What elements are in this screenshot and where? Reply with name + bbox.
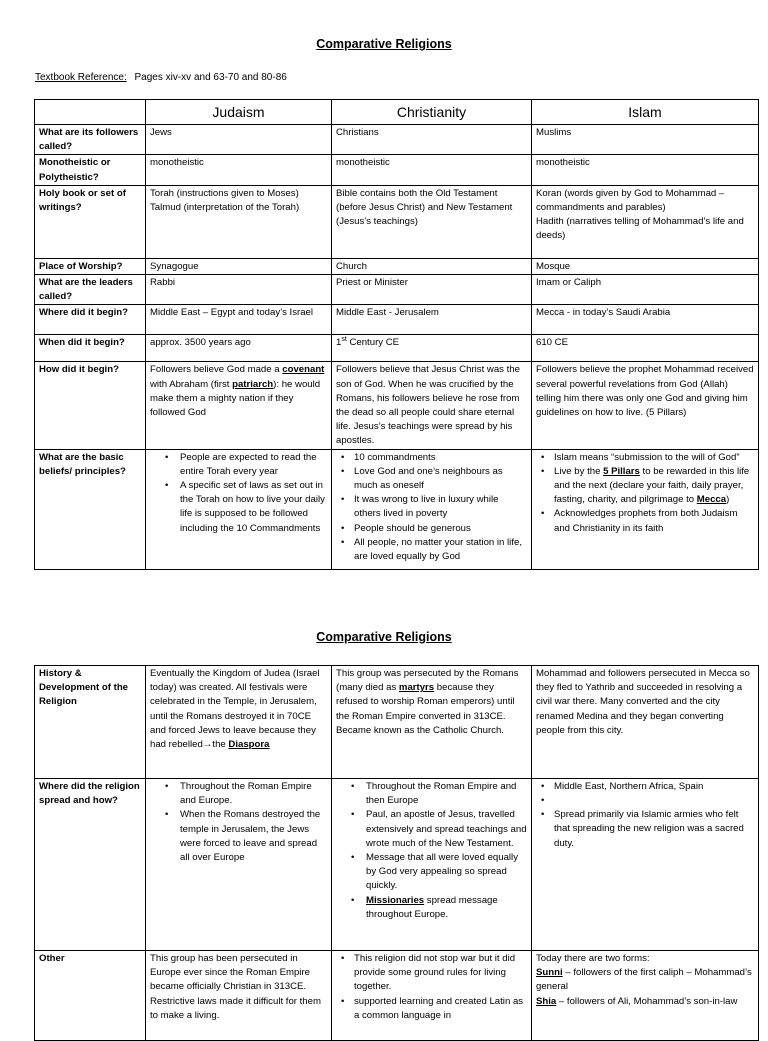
page-title-2: Comparative Religions	[316, 630, 452, 644]
term-shia: Shia	[536, 995, 557, 1007]
text-run: because they refused to worship Roman emperors) until the Roman Empire converted in 313CE. Became known as the Catholic Church.	[336, 682, 515, 736]
row-question: What are the basic beliefs/ principles?	[35, 449, 146, 569]
book-line: Koran (words given by God to Mohammad – commandments and parables)	[536, 187, 725, 214]
cell-judaism	[146, 779, 332, 951]
other-list	[336, 952, 527, 1023]
cell-islam	[532, 951, 759, 1041]
row-question: Where did it begin?	[35, 305, 146, 335]
header-judaism: Judaism	[146, 100, 332, 125]
book-line: Hadith (narratives telling of Mohammad’s life and deeds)	[536, 216, 744, 242]
table-row	[35, 335, 759, 362]
cell-islam	[532, 779, 759, 951]
cell-islam: Mosque	[532, 258, 759, 274]
text-run: ): he would make them a mighty nation if they followed God	[150, 378, 321, 419]
cell-christianity: Bible contains both the Old Testament (before Jesus Christ) and New Testament (Jesus’s teachings)	[332, 185, 532, 258]
list-item	[554, 465, 754, 508]
cell-christianity: Church	[332, 258, 532, 274]
table-row	[35, 666, 759, 779]
text-run: with Abraham (first	[150, 378, 233, 390]
list-item: • When the Romans destroyed the temple in Jerusalem, the Jews were forced to leave and spread all over Europe	[180, 808, 327, 865]
list-item: • Middle East, Northern Africa, Spain	[554, 780, 754, 794]
row-question: Place of Worship?	[35, 258, 146, 274]
cell-christianity: Followers believe that Jesus Christ was the son of God. When he was crucified by the Romans, his followers believe he rose from the dead so all people could share eternal life. Jesus’s teachings were spread by his apostles.	[332, 362, 532, 449]
table-row	[35, 362, 759, 449]
table-row	[35, 449, 759, 569]
list-item: • People should be generous	[354, 522, 527, 536]
header-blank	[35, 100, 146, 125]
list-item: • supported learning and created Latin as a common language in	[354, 995, 527, 1023]
cell-judaism	[146, 449, 332, 569]
cell-christianity: Middle East - Jerusalem	[332, 305, 532, 335]
table-row	[35, 155, 759, 185]
row-question: What are its followers called?	[35, 125, 146, 155]
row-question: When did it begin?	[35, 335, 146, 362]
row-question: How did it begin?	[35, 362, 146, 449]
cell-judaism	[146, 666, 332, 779]
text-run: spread message throughout Europe.	[366, 894, 498, 920]
beliefs-list	[336, 451, 527, 565]
cell-judaism: This group has been persecuted in Europe ever since the Roman Empire became officially Christian in 313CE. Restrictive laws made it difficult for them to make a living.	[146, 951, 332, 1041]
list-item: • Paul, an apostle of Jesus, travelled extensively and spread teachings and wrote much of the New Testament.	[366, 808, 527, 851]
table-row	[35, 779, 759, 951]
cell-islam: Mohammad and followers persecuted in Mecca so they fled to Yathrib and succeeded in resolving a civil war there. Many converted and the city renamed Medina and they began converting people from this city.	[532, 666, 759, 779]
cell-judaism: monotheistic	[146, 155, 332, 185]
list-item: • Acknowledges prophets from both Judaism and Christianity in its faith	[554, 507, 754, 535]
cell-christianity: Christians	[332, 125, 532, 155]
table-header-row	[35, 100, 759, 125]
text-run: )	[726, 494, 730, 506]
reference-label: Textbook Reference:	[35, 72, 127, 83]
header-islam: Islam	[532, 100, 759, 125]
text-run: Live by the	[554, 465, 604, 477]
cell-christianity	[332, 666, 532, 779]
cell-islam: Followers believe the prophet Mohammad received several powerful revelations from God (Allah) telling him there was only one God and giving him guidelines on how to live. (5 Pillars)	[532, 362, 759, 449]
cell-judaism: Synagogue	[146, 258, 332, 274]
term-missionaries: Missionaries	[366, 894, 425, 906]
term-diaspora: Diaspora	[228, 739, 270, 751]
book-line: Talmud (interpretation of the Torah)	[150, 202, 300, 214]
cell-christianity: monotheistic	[332, 155, 532, 185]
table-row	[35, 125, 759, 155]
century-rest: Century CE	[346, 337, 400, 349]
list-item: • It was wrong to live in luxury while others lived in poverty	[354, 493, 527, 521]
cell-judaism: Rabbi	[146, 275, 332, 305]
text-run: This group was persecuted by the Romans (many died as	[336, 668, 519, 694]
list-item: • All people, no matter your station in life, are loved equally by God	[354, 536, 527, 564]
list-item: • A specific set of laws as set out in the Torah on how to live your daily life is supposed to be followed including the 10 Commandments	[180, 479, 327, 536]
term-covenant: covenant	[282, 364, 325, 376]
term-5-pillars: 5 Pillars	[603, 465, 640, 477]
cell-islam: Mecca - in today’s Saudi Arabia	[532, 305, 759, 335]
cell-islam: Imam or Caliph	[532, 275, 759, 305]
term-martyrs: martyrs	[398, 682, 435, 694]
row-question: Where did the religion spread and how?	[35, 779, 146, 951]
cell-christianity	[332, 951, 532, 1041]
cell-judaism	[146, 362, 332, 449]
cell-christianity	[332, 449, 532, 569]
comparison-table-1	[34, 99, 759, 570]
table-row	[35, 305, 759, 335]
cell-islam	[532, 449, 759, 569]
book-line: Torah (instructions given to Moses)	[150, 187, 299, 199]
beliefs-list	[150, 451, 327, 536]
cell-judaism: Middle East – Egypt and today’s Israel	[146, 305, 332, 335]
cell-islam: 610 CE	[532, 335, 759, 362]
term-mecca: Mecca	[696, 494, 727, 506]
header-christianity: Christianity	[332, 100, 532, 125]
list-item: • Message that all were loved equally by God very appealing so spread quickly.	[366, 851, 527, 894]
row-question: History & Development of the Religion	[35, 666, 146, 779]
list-spacer	[554, 794, 754, 808]
list-item: • People are expected to read the entire Torah every year	[180, 451, 327, 479]
list-item: • Islam means “submission to the will of God”	[554, 451, 754, 465]
page-title: Comparative Religions	[316, 37, 452, 51]
cell-islam: Muslims	[532, 125, 759, 155]
spread-list	[336, 780, 527, 922]
row-question: Holy book or set of writings?	[35, 185, 146, 258]
century-suffix: st	[341, 336, 347, 344]
list-item: • Throughout the Roman Empire and Europe.	[180, 780, 327, 808]
reference-value: Pages xiv-xv and 63-70 and 80-86	[134, 72, 287, 83]
comparison-table-2	[34, 665, 759, 1041]
text-run: Eventually the Kingdom of Judea (Israel today) was created. All festivals were celebrated in the Temple, in Jerusalem, until the Romans destroyed it in 70CE and forced Jews to leave because they had rebelled→the	[150, 668, 320, 751]
text-run: to be rewarded in this life and the next (declare your faith, daily prayer, fasting, charity, and pilgrimage to	[554, 465, 750, 506]
list-item	[366, 894, 527, 922]
table-row	[35, 275, 759, 305]
cell-christianity	[332, 335, 532, 362]
cell-islam: monotheistic	[532, 155, 759, 185]
text-run: Followers believe God made a	[150, 364, 283, 376]
term-sunni: Sunni	[536, 967, 563, 979]
textbook-reference	[35, 72, 287, 83]
spread-list	[150, 780, 327, 865]
list-item: • Throughout the Roman Empire and then Europe	[366, 780, 527, 808]
list-item: • 10 commandments	[354, 451, 527, 465]
text-run: – followers of the first caliph – Mohammad’s general	[536, 967, 752, 993]
beliefs-list	[536, 451, 754, 536]
text-line	[536, 995, 754, 1009]
list-item: • This religion did not stop war but it did provide some ground rules for living together.	[354, 952, 527, 995]
table-row	[35, 185, 759, 258]
text-run: – followers of Ali, Mohammad’s son-in-law	[556, 995, 738, 1007]
cell-christianity: Priest or Minister	[332, 275, 532, 305]
spread-list	[536, 780, 754, 851]
text-line: Today there are two forms:	[536, 953, 650, 964]
text-line	[536, 966, 754, 994]
cell-judaism: Jews	[146, 125, 332, 155]
row-question: What are the leaders called?	[35, 275, 146, 305]
row-question: Monotheistic or Polytheistic?	[35, 155, 146, 185]
cell-judaism	[146, 185, 332, 258]
table-row	[35, 951, 759, 1041]
cell-judaism: approx. 3500 years ago	[146, 335, 332, 362]
term-patriarch: patriarch	[232, 378, 274, 390]
table-row	[35, 258, 759, 274]
cell-islam	[532, 185, 759, 258]
list-item: • Love God and one’s neighbours as much as oneself	[354, 465, 527, 493]
row-question: Other	[35, 951, 146, 1041]
list-item: • Spread primarily via Islamic armies who felt that spreading the new religion was a sacred duty.	[554, 808, 754, 851]
cell-christianity	[332, 779, 532, 951]
century-number: 1	[336, 337, 342, 349]
